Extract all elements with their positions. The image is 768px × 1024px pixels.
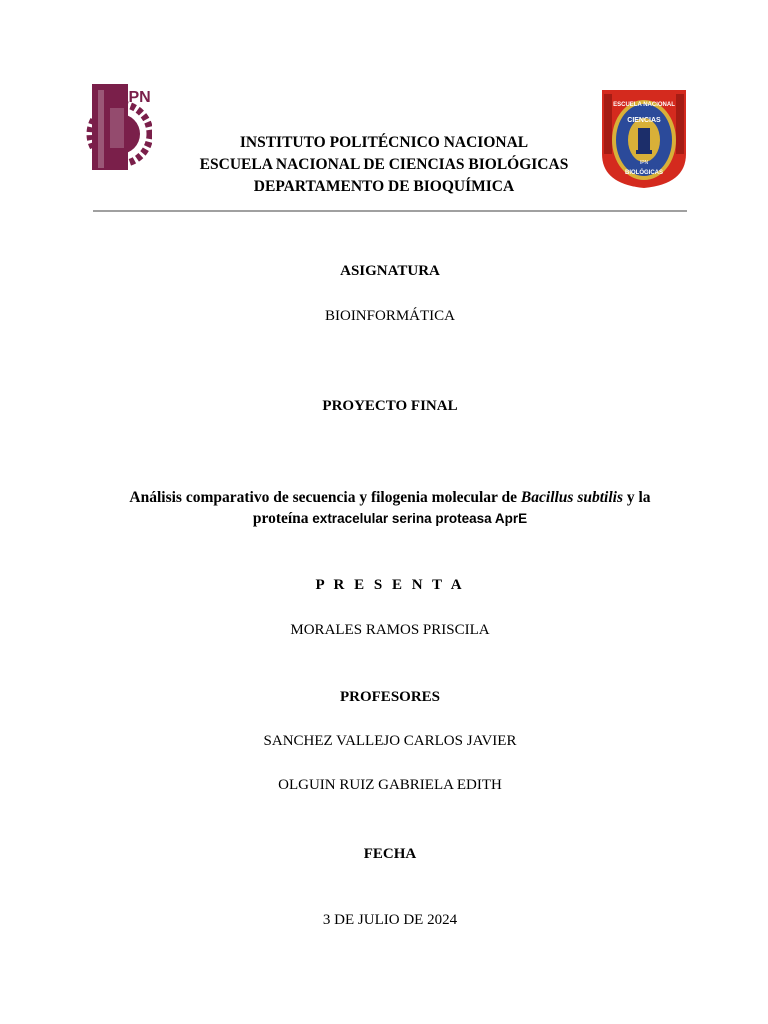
project-label: PROYECTO FINAL bbox=[322, 398, 458, 414]
organism-name: Bacillus subtilis bbox=[520, 489, 623, 506]
project-title: Análisis comparativo de secuencia y filogenia molecular de Bacillus subtilis y la proteína extracelular serina proteasa AprE bbox=[129, 489, 651, 527]
date-value: 3 DE JULIO DE 2024 bbox=[322, 912, 458, 928]
institution-name: INSTITUTO POLITÉCNICO NACIONAL bbox=[239, 134, 529, 151]
professors-label: PROFESORES bbox=[339, 689, 441, 705]
professor-name: OLGUIN RUIZ GABRIELA EDITH bbox=[278, 777, 502, 793]
header-divider bbox=[93, 210, 687, 212]
ipn-logo-text: IPN bbox=[124, 89, 151, 106]
subject-label: ASIGNATURA bbox=[340, 263, 440, 279]
svg-text:IPN: IPN bbox=[639, 160, 649, 166]
presenter-label: P R E S E N T A bbox=[315, 577, 465, 593]
date-label: FECHA bbox=[363, 846, 417, 862]
svg-text:ESCUELA NACIONAL: ESCUELA NACIONAL bbox=[613, 102, 675, 108]
subject-value: BIOINFORMÁTICA bbox=[324, 308, 455, 324]
professor-name: SANCHEZ VALLEJO CARLOS JAVIER bbox=[263, 733, 517, 749]
svg-text:CIENCIAS: CIENCIAS bbox=[627, 117, 661, 124]
svg-text:BIOLÓGICAS: BIOLÓGICAS bbox=[624, 170, 664, 176]
school-name: ESCUELA NACIONAL DE CIENCIAS BIOLÓGICAS bbox=[199, 156, 569, 173]
department-name: DEPARTAMENTO DE BIOQUÍMICA bbox=[253, 178, 515, 195]
presenter-name: MORALES RAMOS PRISCILA bbox=[290, 622, 490, 638]
